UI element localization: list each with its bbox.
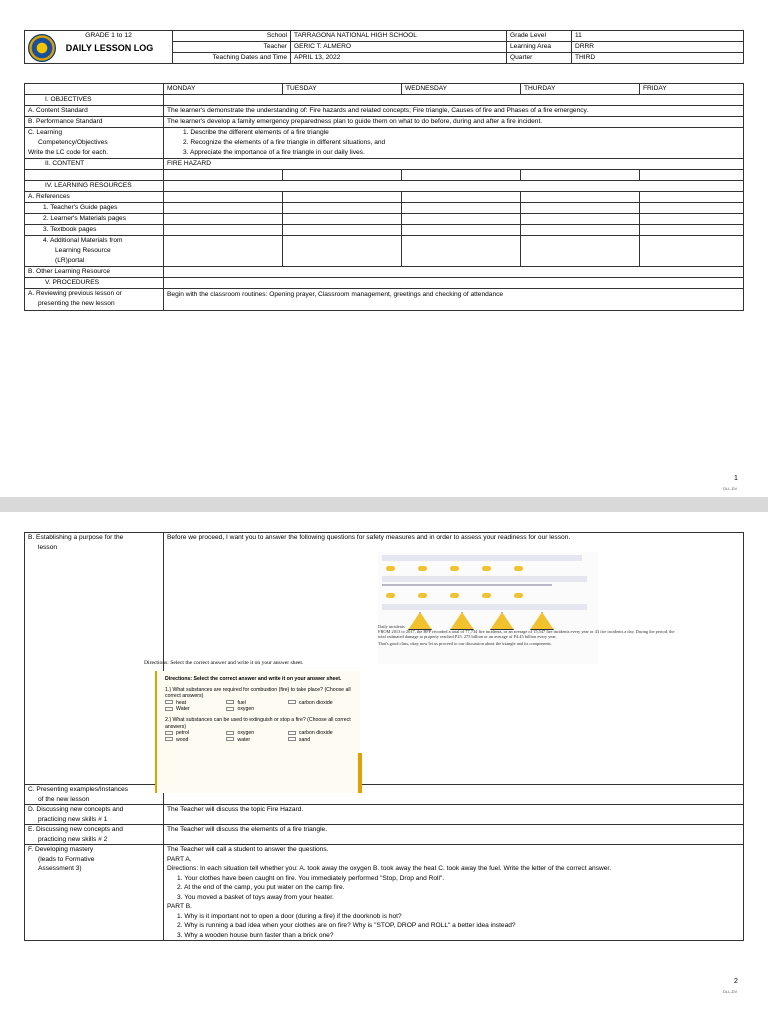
part-b-list <box>167 912 740 941</box>
option-label: carbon dioxide <box>298 730 333 737</box>
day-friday: FRIDAY <box>640 84 744 95</box>
day-wednesday: WEDNESDAY <box>402 84 521 95</box>
content-heading: II. CONTENT <box>25 159 164 170</box>
proc-f-line: (leads to Formative <box>38 855 95 863</box>
part-a-item: 1. Your clothes have been caught on fire. You immediately performed "Stop, Drop and Roll". <box>177 874 445 882</box>
checkbox[interactable] <box>226 700 234 704</box>
deped-seal-logo <box>28 34 56 62</box>
school-label: School <box>173 31 291 42</box>
option-label: oxygen <box>237 730 255 737</box>
proc-e-text: The Teacher will discuss the elements of a fire triangle. <box>164 825 744 845</box>
option-label: carbon dioxide <box>298 699 333 706</box>
option-label: oxygen <box>237 706 255 713</box>
page-number: 1 <box>734 475 738 482</box>
learning-area-value: DRRR <box>572 42 744 53</box>
learners-materials-label: 2. Learner's Materials pages <box>25 213 164 224</box>
accent-bar <box>358 753 362 793</box>
proc-a-line: presenting the new lesson <box>38 299 115 307</box>
teacher-label: Teacher <box>173 42 291 53</box>
part-b-item: 3. Why a wooden house burn faster than a brick one? <box>177 931 334 939</box>
checkbox[interactable] <box>226 707 234 711</box>
page-footer: DLL-DV <box>723 989 738 994</box>
part-a-item: 3. You moved a basket of toys away from your heater. <box>177 893 334 901</box>
page-2 <box>0 512 768 1024</box>
answer-sheet-worksheet <box>155 671 360 793</box>
procedures-heading: V. PROCEDURES <box>25 277 164 288</box>
textbook-label: 3. Textbook pages <box>25 224 164 235</box>
teacher-value: GERIC T. ALMERO <box>291 42 507 53</box>
study-body-2: That's good class, okay now let us proceed to our discussion about the triangle and its components. <box>378 641 552 646</box>
lc-item: 3. Appreciate the importance of a fire triangle in our daily lives. <box>183 149 365 156</box>
part-b-item: 2. Why is running a bad idea when your clothes are on fire? Why is "STOP, DROP and ROLL" a better idea instead? <box>177 922 516 929</box>
option-label: water <box>237 736 251 743</box>
learning-area-label: Learning Area <box>507 42 572 53</box>
learning-resources-heading: IV. LEARNING RESOURCES <box>25 180 164 191</box>
lesson-table <box>24 83 744 311</box>
lc-label-line: Write the LC code for each. <box>28 149 109 156</box>
checkbox[interactable] <box>226 737 234 741</box>
daily-incidents-text <box>378 624 678 646</box>
proc-a-text: Begin with the classroom routines: Opening prayer, Classroom management, greetings and checking of attendance <box>164 288 744 310</box>
checkbox[interactable] <box>165 700 173 704</box>
day-tuesday: TUESDAY <box>283 84 402 95</box>
grade-level-value: 11 <box>572 31 744 42</box>
objectives-heading: I. OBJECTIVES <box>25 95 164 106</box>
day-thursday: THURDAY <box>521 84 640 95</box>
header-table <box>24 30 744 64</box>
proc-b-text: Before we proceed, I want you to answer the following questions for safety measures and in order to assess your readiness for our lesson. <box>167 534 571 541</box>
blank-row <box>25 170 744 181</box>
checkbox[interactable] <box>288 737 296 741</box>
study-body: FROM 2013 to 2017, the BFP recorded a total of 77,734 fire incidents, or an average of 15,547 fire incidents every year or 43 fire incidents a day. During the period, the total estimated damage to property reached P25. 275 billion or an average of P4.45 billion every year. <box>378 629 675 639</box>
ws-question-2: 2.) What substances can be used to extinguish or stop a fire? (Choose all correct answers) <box>165 716 351 730</box>
proc-f-intro: The Teacher will call a student to answer the questions. <box>167 846 329 853</box>
proc-b-label <box>25 533 164 785</box>
part-b-item: 1. Why is it important not to open a door (during a fire) if the doorknob is hot? <box>177 912 402 920</box>
proc-d-line: D. Discussing new concepts and <box>28 806 124 813</box>
proc-c-line: C. Presenting examples/Instances <box>28 786 129 793</box>
checkbox[interactable] <box>165 731 173 735</box>
checkbox[interactable] <box>288 700 296 704</box>
ws-directions: Directions: Select the correct answer and write it on your answer sheet. <box>165 676 342 682</box>
lc-item: 1. Describe the different elements of a fire triangle <box>183 129 329 136</box>
part-a-list <box>167 874 740 903</box>
proc-e-label <box>25 825 164 845</box>
page-gap <box>0 497 768 512</box>
proc-f-content <box>164 845 744 941</box>
other-resource-label: B. Other Learning Resource <box>25 266 164 277</box>
proc-d-label <box>25 805 164 825</box>
quarter-label: Quarter <box>507 53 572 64</box>
checkbox[interactable] <box>288 731 296 735</box>
teachers-guide-label: 1. Teacher's Guide pages <box>25 202 164 213</box>
quiz-worksheet-image <box>378 552 598 664</box>
content-value: FIRE HAZARD <box>164 159 744 170</box>
option-label: wood <box>176 736 189 743</box>
day-header-row <box>25 84 744 95</box>
option-label: fuel <box>237 699 246 706</box>
part-a-directions: Directions: In each situation tell whether you: A. took away the oxygen B. took away the heat C. took away the fuel. Write the letter of the correct answer. <box>167 865 612 872</box>
am-line: Learning Resource <box>55 246 111 254</box>
part-b-heading: PART B. <box>167 903 192 910</box>
option-label: Water <box>176 706 190 713</box>
grade-range: GRADE 1 to 12 <box>85 32 132 39</box>
ws-question-1: 1.) What substances are required for combustion (fire) to take place? (Choose all correct answers) <box>165 686 351 700</box>
proc-f-label <box>25 845 164 941</box>
proc-a-line: A. Reviewing previous lesson or <box>28 289 122 297</box>
proc-d-text: The Teacher will discuss the topic Fire Hazard. <box>164 805 744 825</box>
am-line: (LR)portal <box>55 256 85 264</box>
checkbox[interactable] <box>226 731 234 735</box>
part-a-item: 2. At the end of the camp, you put water on the camp fire. <box>177 884 345 891</box>
page-number: 2 <box>734 978 738 985</box>
checkbox[interactable] <box>165 737 173 741</box>
part-a-heading: PART A. <box>167 855 192 863</box>
directions-label: Directions: Select the correct answer and write it on your answer sheet. <box>144 660 304 666</box>
header-title-cell <box>25 31 173 64</box>
proc-b-line: B. Establishing a purpose for the <box>28 534 124 541</box>
option-label: heat <box>176 699 187 706</box>
dates-value: APRIL 13, 2022 <box>291 53 507 64</box>
performance-standard-label: B. Performance Standard <box>25 117 164 128</box>
dates-label: Teaching Dates and Time <box>173 53 291 64</box>
proc-e-line: E. Discussing new concepts and <box>28 826 123 833</box>
proc-f-line: F. Developing mastery <box>28 846 94 853</box>
content-standard-label: A. Content Standard <box>25 106 164 117</box>
ws-q1-options <box>165 700 352 713</box>
proc-b-line: lesson <box>38 543 58 551</box>
study-title: Daily incidents <box>378 624 405 629</box>
proc-f-line: Assessment 3) <box>38 865 82 872</box>
lc-label-line: C. Learning <box>28 129 63 136</box>
lc-label-line: Competency/Objectives <box>38 139 108 146</box>
page-footer: DLL-DV <box>723 486 738 491</box>
ws-q2-options <box>165 730 352 743</box>
learning-competency-label <box>25 128 164 159</box>
content-standard-text: The learner's demonstrate the understanding of: Fire hazards and related concepts; Fire triangle, Causes of fire and Phases of a fire emergency. <box>164 106 744 117</box>
day-monday: MONDAY <box>164 84 283 95</box>
additional-materials-label <box>25 235 164 266</box>
proc-c-label <box>25 785 164 805</box>
learning-competency-list <box>164 128 744 159</box>
am-line: 4. Additional Materials from <box>43 236 123 244</box>
proc-c-line: of the new lesson <box>38 795 90 803</box>
checkbox[interactable] <box>165 707 173 711</box>
quarter-value: THIRD <box>572 53 744 64</box>
school-value: TARRAGONA NATIONAL HIGH SCHOOL <box>291 31 507 42</box>
references-label: A. References <box>25 191 164 202</box>
grade-level-label: Grade Level <box>507 31 572 42</box>
proc-a-label <box>25 288 164 310</box>
document-title: DAILY LESSON LOG <box>65 43 154 53</box>
lc-item: 2. Recognize the elements of a fire triangle in different situations, and <box>183 139 386 146</box>
page-1 <box>0 0 768 497</box>
proc-d-line: practicing new skills # 1 <box>38 815 108 823</box>
performance-standard-text: The learner's develop a family emergency preparedness plan to guide them on what to do before, during and after a fire incident. <box>164 117 744 128</box>
option-label: petrol <box>176 730 189 737</box>
proc-e-line: practicing new skills # 2 <box>38 835 108 843</box>
option-label: sand <box>298 736 311 743</box>
